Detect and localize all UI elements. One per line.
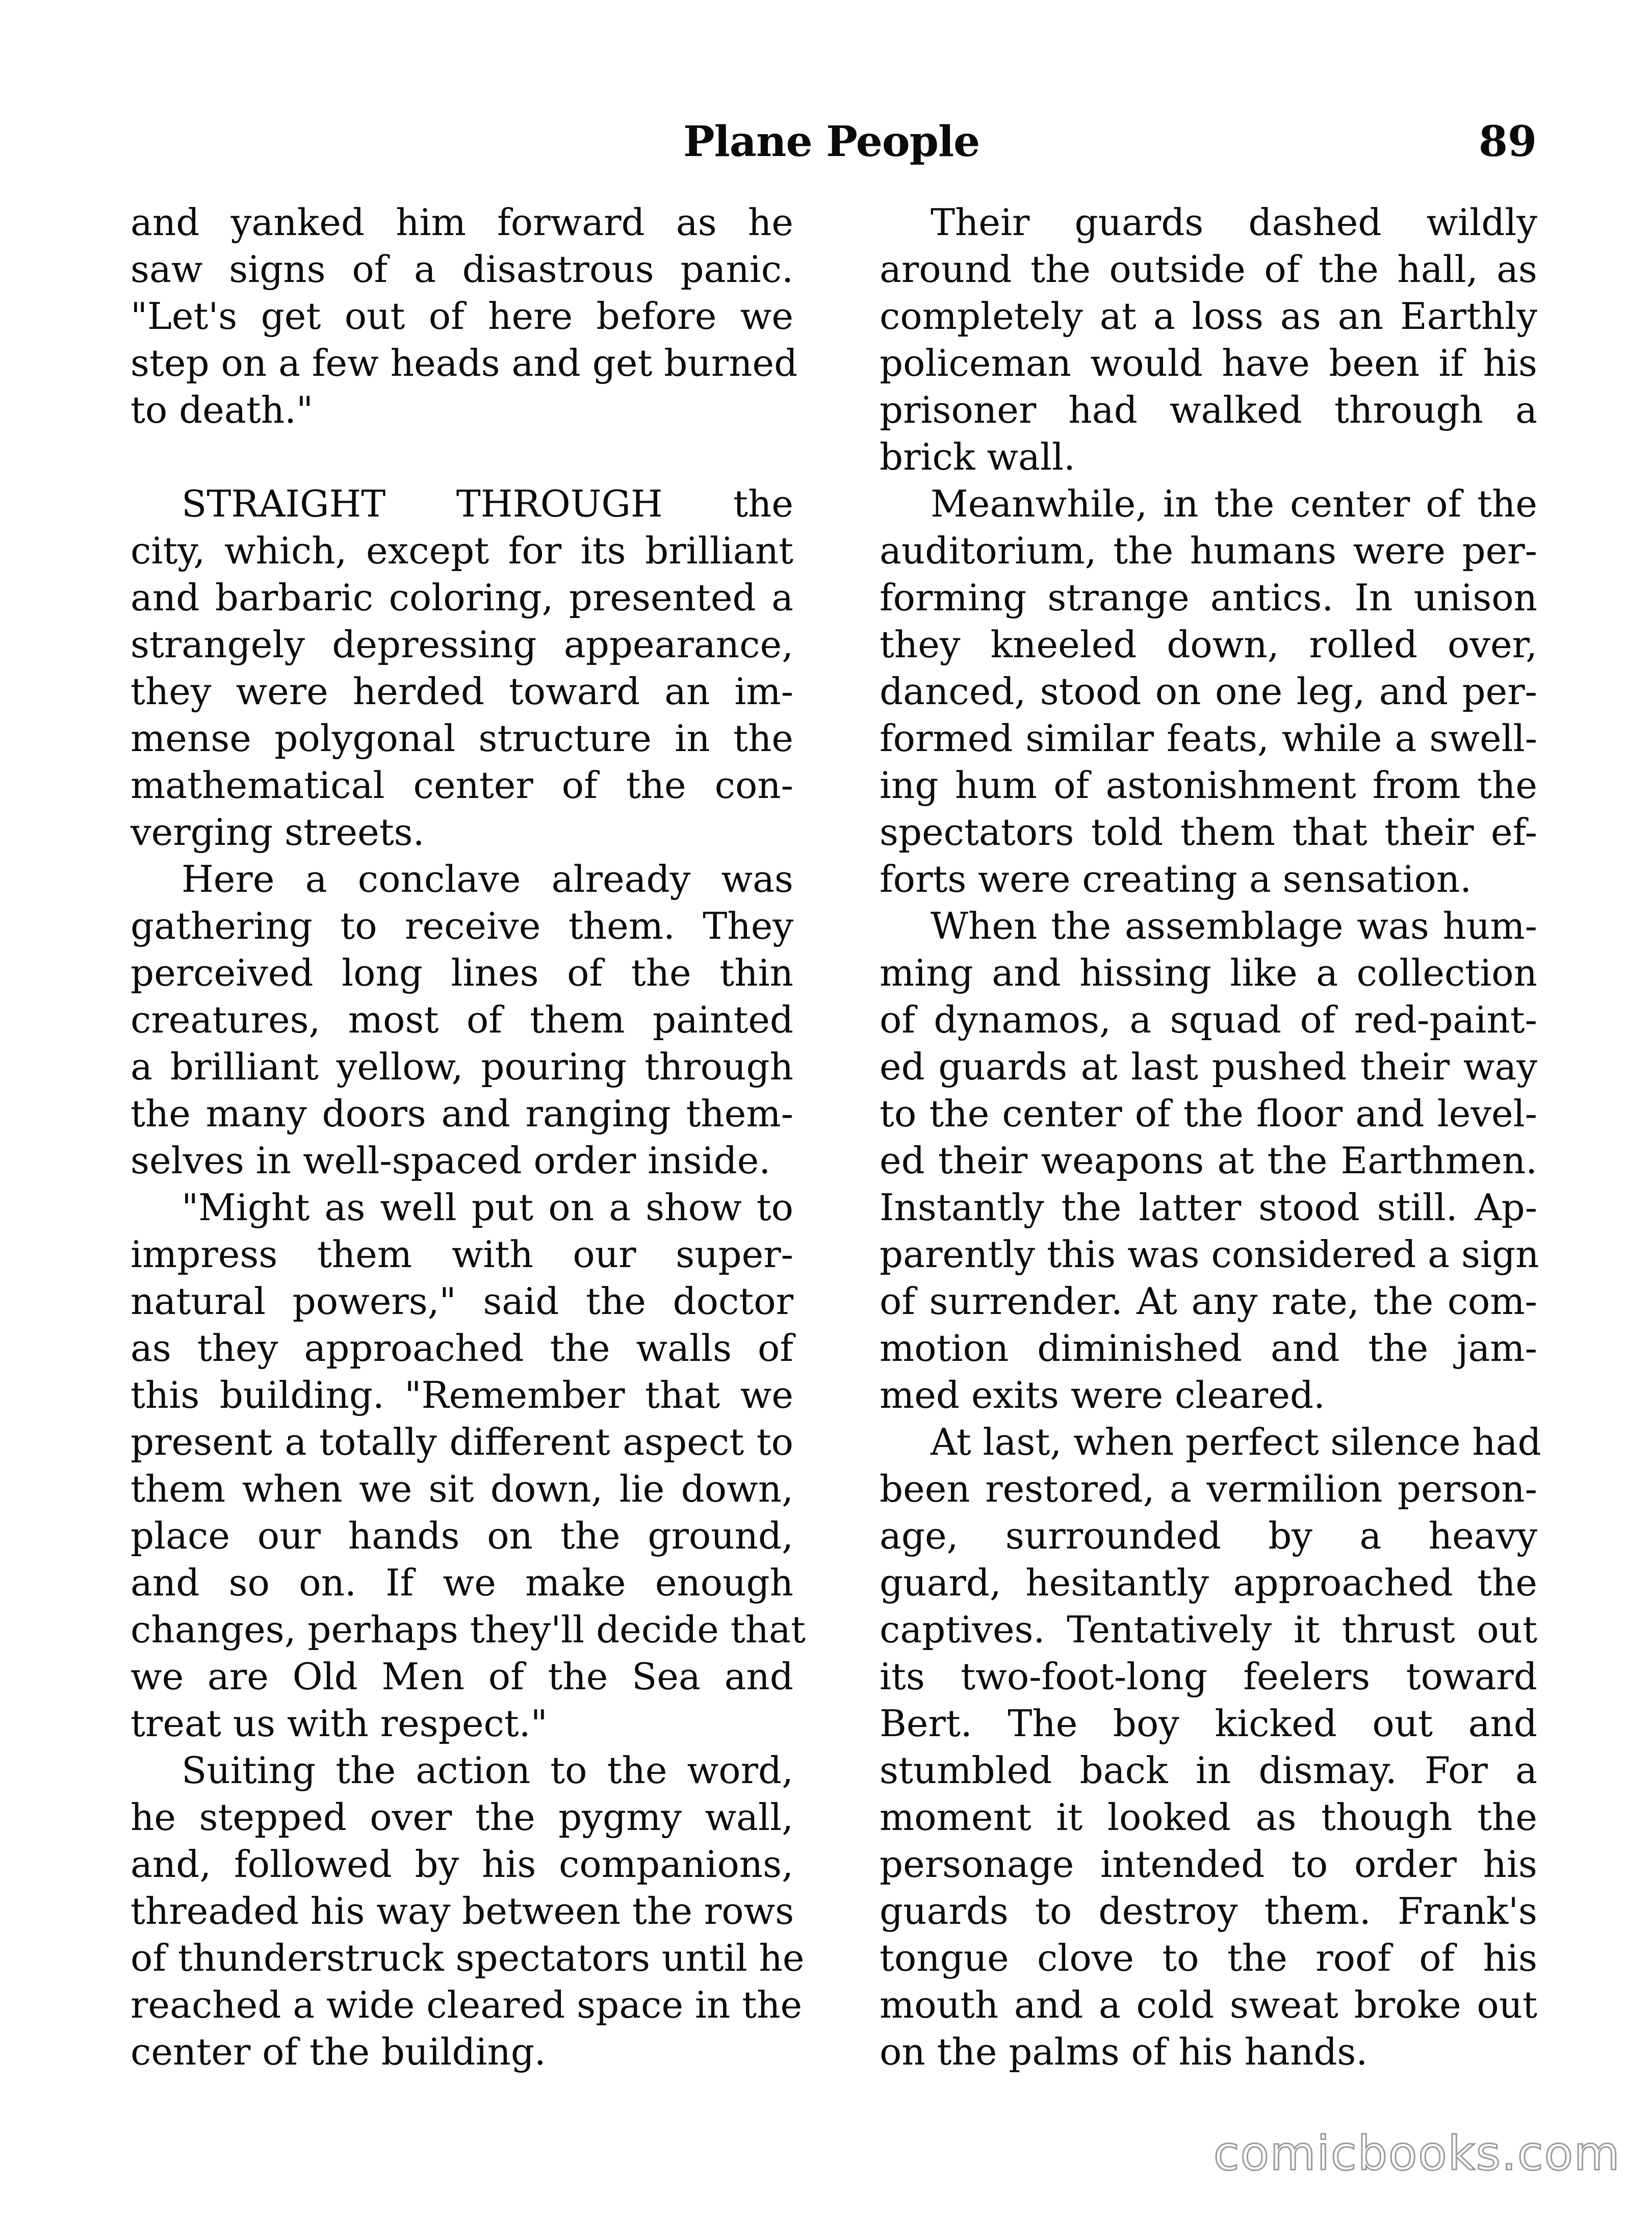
- text-line: he stepped over the pygmy wall,: [131, 1796, 793, 1839]
- text-line: this building. "Remember that we: [131, 1374, 793, 1416]
- text-line: STRAIGHT THROUGH the: [182, 482, 793, 525]
- text-line: tongue clove to the roof of his: [880, 1937, 1537, 1979]
- text-line: captives. Tentatively it thrust out: [880, 1608, 1537, 1651]
- text-line: spectators told them that their ef-: [880, 811, 1537, 854]
- text-line: step on a few heads and get burned: [131, 342, 798, 384]
- text-line: gathering to receive them. They: [131, 905, 793, 947]
- text-line: perceived long lines of the thin: [131, 951, 793, 994]
- text-line: been restored, a vermilion person-: [880, 1467, 1537, 1510]
- paragraph: [131, 856, 793, 1184]
- text-line: stumbled back in dismay. For a: [880, 1749, 1537, 1792]
- text-line: place our hands on the ground,: [131, 1514, 793, 1557]
- text-line: to the center of the floor and level-: [880, 1092, 1537, 1135]
- paragraph: [880, 480, 1537, 902]
- text-line: policeman would have been if his: [880, 342, 1537, 384]
- text-line: Their guards dashed wildly: [931, 201, 1537, 244]
- text-line: prisoner had walked through a: [880, 389, 1537, 431]
- text-line: they were herded toward an im-: [131, 670, 793, 713]
- watermark-logo: comicbooks.com: [1214, 2126, 1621, 2181]
- paragraph: [880, 902, 1537, 1419]
- text-line: on the palms of his hands.: [880, 2030, 1368, 2073]
- text-line: natural powers," said the doctor: [131, 1280, 793, 1323]
- text-line: of surrender. At any rate, the com-: [880, 1280, 1537, 1323]
- text-line: a brilliant yellow, pouring through: [131, 1045, 793, 1088]
- text-line: danced, stood on one leg, and per-: [880, 670, 1537, 713]
- text-line: we are Old Men of the Sea and: [131, 1655, 793, 1698]
- running-title: Plane People: [683, 117, 980, 166]
- text-line: and yanked him forward as he: [131, 201, 793, 244]
- text-line: as they approached the walls of: [131, 1327, 793, 1370]
- text-line: selves in well-spaced order inside.: [131, 1139, 771, 1182]
- text-line: verging streets.: [131, 811, 425, 854]
- text-line: Here a conclave already was: [182, 858, 793, 900]
- text-line: Instantly the latter stood still. Ap-: [880, 1186, 1537, 1229]
- text-line: At last, when perfect silence had: [931, 1421, 1541, 1463]
- text-line: changes, perhaps they'll decide that: [131, 1608, 806, 1651]
- text-line: present a totally different aspect to: [131, 1421, 793, 1463]
- text-line: "Might as well put on a show to: [182, 1186, 793, 1229]
- text-line: center of the building.: [131, 2030, 546, 2073]
- paragraph: [131, 480, 793, 856]
- text-line: motion diminished and the jam-: [880, 1327, 1537, 1370]
- text-line: to death.": [131, 389, 314, 431]
- text-line: impress them with our super-: [131, 1233, 793, 1276]
- text-line: them when we sit down, lie down,: [131, 1467, 793, 1510]
- text-line: of thunderstruck spectators until he: [131, 1937, 805, 1979]
- text-line: creatures, most of them painted: [131, 998, 793, 1041]
- text-line: "Let's get out of here before we: [131, 295, 793, 338]
- text-line: personage intended to order his: [880, 1843, 1537, 1886]
- text-line: strangely depressing appearance,: [131, 623, 793, 666]
- paragraph: [131, 1747, 805, 2075]
- text-line: auditorium, the humans were per-: [880, 529, 1537, 572]
- text-line: forming strange antics. In unison: [880, 576, 1537, 619]
- text-line: saw signs of a disastrous panic.: [131, 248, 793, 291]
- text-line: Suiting the action to the word,: [182, 1749, 793, 1792]
- text-line: mouth and a cold sweat broke out: [880, 1983, 1537, 2026]
- text-line: mense polygonal structure in the: [131, 717, 793, 760]
- text-line: they kneeled down, rolled over,: [880, 623, 1537, 666]
- paragraph: [131, 199, 798, 433]
- text-line: brick wall.: [880, 435, 1075, 478]
- text-line: reached a wide cleared space in the: [131, 1983, 803, 2026]
- paragraph: [880, 1419, 1541, 2075]
- text-line: mathematical center of the con-: [131, 764, 793, 807]
- text-line: the many doors and ranging them-: [131, 1092, 793, 1135]
- text-line: and so on. If we make enough: [131, 1561, 793, 1604]
- text-line: parently this was considered a sign: [880, 1233, 1539, 1276]
- text-line: ed their weapons at the Earthmen.: [880, 1139, 1537, 1182]
- text-line: guard, hesitantly approached the: [880, 1561, 1537, 1604]
- text-line: of dynamos, a squad of red-paint-: [880, 998, 1537, 1041]
- text-line: formed similar feats, while a swell-: [880, 717, 1537, 760]
- text-line: moment it looked as though the: [880, 1796, 1537, 1839]
- left-column: [131, 199, 806, 2075]
- text-line: around the outside of the hall, as: [880, 248, 1537, 291]
- text-line: Bert. The boy kicked out and: [880, 1702, 1537, 1745]
- page-header: [0, 117, 1652, 184]
- text-line: its two-foot-long feelers toward: [880, 1655, 1537, 1698]
- text-line: Meanwhile, in the center of the: [931, 482, 1537, 525]
- text-line: forts were creating a sensation.: [880, 858, 1472, 900]
- text-line: city, which, except for its brilliant: [131, 529, 793, 572]
- paragraph: [880, 199, 1537, 480]
- text-line: ming and hissing like a collection: [880, 951, 1537, 994]
- text-line: ed guards at last pushed their way: [880, 1045, 1537, 1088]
- text-line: completely at a loss as an Earthly: [880, 295, 1537, 338]
- text-line: med exits were cleared.: [880, 1374, 1325, 1416]
- text-line: and, followed by his companions,: [131, 1843, 793, 1886]
- text-line: guards to destroy them. Frank's: [880, 1890, 1537, 1932]
- page-number: 89: [1479, 117, 1537, 166]
- text-line: age, surrounded by a heavy: [880, 1514, 1537, 1557]
- right-column: [880, 199, 1541, 2075]
- text-line: ing hum of astonishment from the: [880, 764, 1537, 807]
- text-line: and barbaric coloring, presented a: [131, 576, 793, 619]
- text-line: When the assemblage was hum-: [931, 905, 1537, 947]
- text-line: treat us with respect.": [131, 1702, 548, 1745]
- text-line: threaded his way between the rows: [131, 1890, 794, 1932]
- paragraph: [131, 1184, 806, 1747]
